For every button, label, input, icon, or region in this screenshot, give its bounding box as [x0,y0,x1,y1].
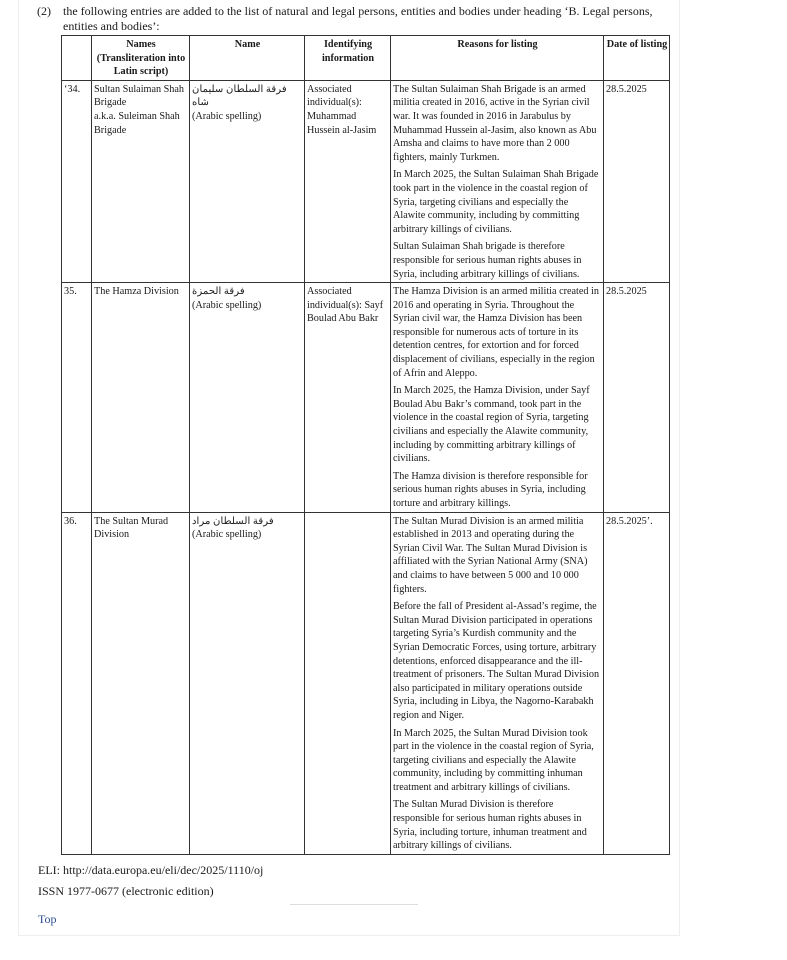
entry-reasons [391,512,604,854]
entry-number: ‘34. [62,80,92,282]
reason-paragraph: The Hamza division is therefore responsible for serious human rights abuses in Syria, including torture and arbitrary killings. [393,470,588,509]
reason-paragraph: The Sultan Murad Division is an armed militia established in 2013 and operating during the Syrian Civil War. The Sultan Murad Division is affiliated with the Syrian National Army (SNA) and claims to have between 5 000 and 10 000 fighters. [393,515,588,595]
sanctions-table [61,35,670,855]
table-row [62,512,670,854]
reason-paragraph: Before the fall of President al-Assad’s regime, the Sultan Murad Division participated in operations targeting Syria’s Kurdish community and the Syrian Democratic Forces, using torture, arbitrary detentions, enforced disappearance and the ill-treatment of prisoners. The Sultan Murad Division also participated in military operations outside Syria, including in Libya, the Nagorno-Karabakh region and Niger. [393,601,600,721]
arabic-note: (Arabic spelling) [192,299,262,311]
entry-latin-name: The Sultan Murad Division [94,515,169,541]
intro-number: (2) [37,4,51,18]
entry-identifying: Associated individual(s): Muhammad Hussein al-Jasim [305,80,391,282]
eli-line: ELI: http://data.europa.eu/eli/dec/2025/1110/oj [38,863,264,877]
entry-names [92,80,190,282]
entry-date: 28.5.2025 [604,80,670,282]
reason-paragraph: The Sultan Murad Division is therefore responsible for serious human rights abuses in Syria, including torture, inhuman treatment and arbitrary killings of civilians. [393,799,587,852]
reason-paragraph: In March 2025, the Sultan Sulaiman Shah Brigade took part in the violence in the coastal region of Syria, targeting civilians and especially the Alawite community, including by committing arbitrary killings of civilians. [393,169,599,235]
entry-number: 36. [62,512,92,854]
arabic-spelling: فرقة السلطان سليمان شاه [192,83,287,109]
arabic-spelling: فرقة السلطان مراد [192,515,274,527]
arabic-spelling: فرقة الحمزة [192,286,245,298]
entry-names [92,512,190,854]
reason-paragraph: The Hamza Division is an armed militia created in 2016 and operating in Syria. Throughout the Syrian civil war, the Hamza Division has been responsible for numerous acts of torture in its detention centres, for extortion and for forced displacement of civilians, especially in the region of Afrin and Aleppo. [393,286,599,379]
reason-paragraph: Sultan Sulaiman Shah brigade is therefore responsible for serious human rights abuses in Syria, including arbitrary killings of civilians. [393,241,582,280]
issn-line: ISSN 1977-0677 (electronic edition) [38,884,214,898]
reason-paragraph: The Sultan Sulaiman Shah Brigade is an armed militia created in 2016, active in the Syrian civil war. It was founded in 2016 in Jarabulus by Muhammad Hussein al-Jasim, also known as Abu Amsha and claims to have more than 2 000 fighters, mainly Turkmen. [393,83,597,163]
entry-arabic-name [190,283,305,513]
intro-text: the following entries are added to the list of natural and legal persons, entities and bodies under heading ‘B. Legal persons, entities and bodies’: [63,4,653,33]
header-names: Names (Transliteration into Latin script) [92,36,190,81]
header-date: Date of listing [604,36,670,81]
top-link[interactable]: Top [38,912,57,926]
header-identifying: Identifying information [305,36,391,81]
entry-aka: a.k.a. Suleiman Shah Brigade [94,110,180,136]
entry-latin-name: The Hamza Division [94,286,179,298]
entry-names [92,283,190,513]
entry-arabic-name [190,80,305,282]
entry-date: 28.5.2025 [604,283,670,513]
entry-number: 35. [62,283,92,513]
entry-date: 28.5.2025’. [604,512,670,854]
arabic-note: (Arabic spelling) [192,110,262,122]
arabic-note: (Arabic spelling) [192,529,262,541]
divider [290,904,418,905]
table-header-row [62,36,670,81]
table-row [62,283,670,513]
header-reasons: Reasons for listing [391,36,604,81]
entry-identifying: Associated individual(s): Sayf Boulad Abu Bakr [305,283,391,513]
entry-latin-name: Sultan Sulaiman Shah Brigade [94,83,184,109]
entry-identifying [305,512,391,854]
reason-paragraph: In March 2025, the Sultan Murad Division took part in the violence in the coastal region of Syria, targeting civilians and especially the Alawite community, including by committing inhuman treatment and arbitrary killings of civilians. [393,727,594,793]
reason-paragraph: In March 2025, the Hamza Division, under Sayf Boulad Abu Bakr’s command, took part in the violence in the coastal region of Syria, targeting civilians and especially the Alawite community, including by committing arbitrary killings of civilians. [393,385,590,465]
header-number [62,36,92,81]
table-row [62,80,670,282]
entry-arabic-name [190,512,305,854]
header-name: Name [190,36,305,81]
entry-reasons [391,283,604,513]
entry-reasons [391,80,604,282]
